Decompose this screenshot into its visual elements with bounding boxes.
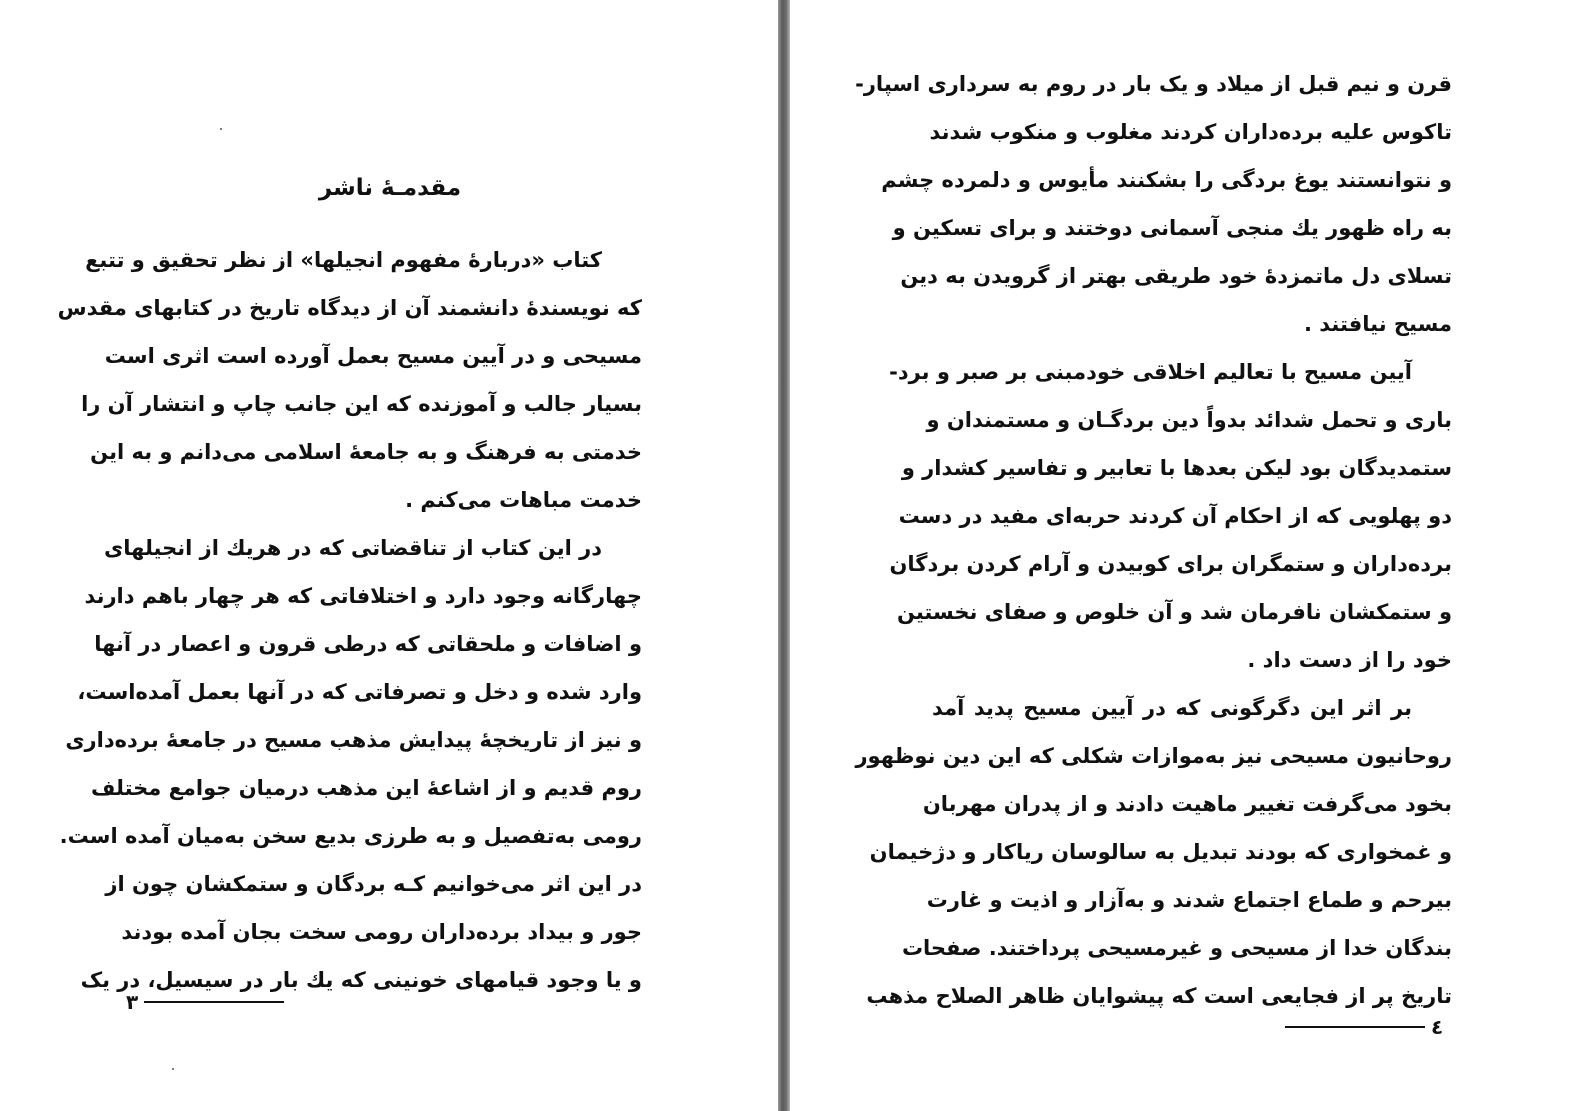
text-line: جور و بیداد برده‌داران رومی سخت بجان آمده بودند [121,920,642,944]
text-line: برده‌داران و ستمگران برای کوبیدن و آرام کردن بردگان [889,552,1452,576]
page-number: ٤ [1431,1015,1444,1039]
text-line: به راه ظهور یك منجی آسمانی دوختند و برای تسکین و [892,216,1452,240]
text-line: قرن و نیم قبل از میلاد و یک بار در روم به سرداری اسپار- [855,72,1452,96]
publisher-preface-heading: مقدمـهٔ ناشر [318,175,462,201]
text-line: کتاب «دربارهٔ مفهوم انجیلها» از نظر تحقیق و تتبع [85,248,602,272]
text-line: خدمت مباهات می‌کنم . [405,488,642,512]
text-line: دو پهلویی که از احکام آن کردند حربه‌ای مفید در دست [898,504,1452,528]
page-number-right [1285,1015,1443,1039]
text-line: بخود می‌گرفت تغییر ماهیت دادند و از پدران مهربان [922,792,1452,816]
text-line: چهارگانه وجود دارد و اختلافاتی که هر چهار باهم دارند [84,584,642,608]
text-line: باری و تحمل شدائد بدواً دین بردگـان و مستمندان و [926,408,1452,432]
book-gutter [778,0,790,1111]
right-page [790,0,1588,1111]
text-line: و نتوانستند یوغ بردگی را بشکنند مأیوس و دلمرده چشم [881,168,1452,192]
page-number-rule [144,1001,284,1003]
text-line: و ستمکشان نافرمان شد و آن خلوص و صفای نخستین [896,600,1452,624]
left-page-text [57,236,642,1004]
left-page [0,0,778,1111]
page-number-rule [1285,1026,1425,1028]
scan-speck [172,1068,174,1070]
text-line: که نویسندهٔ دانشمند آن از دیدگاه تاریخ در کتابهای مقدس [57,296,642,320]
text-line: و غمخواری که بودند تبدیل به سالوسان ریاکار و دژخیمان [869,840,1452,864]
text-line: روحانیون مسیحی نیز به‌موازات شکلی که این دین نوظهور [855,744,1452,768]
text-line: و اضافات و ملحقاتی که درطی قرون و اعصار در آنها [94,632,642,656]
text-line: بیرحم و طماع اجتماع شدند و به‌آزار و اذیت و غارت [926,888,1452,912]
text-line: ستمدیدگان بود لیکن بعدها با تعابیر و تفاسیر کشدار و [901,456,1452,480]
text-line: مسیح نیافتند . [1303,312,1452,336]
text-line: وارد شده و دخل و تصرفاتی که در آنها بعمل آمده‌است، [77,680,642,704]
text-line: و نیز از تاریخچهٔ پیدایش مذهب مسیح در جامعهٔ برده‌داری [65,728,642,752]
text-line: رومی به‌تفصیل و به طرزی بدیع سخن به‌میان آمده است. [59,824,642,848]
text-line: آیین مسیح با تعالیم اخلاقی خودمبنی بر صبر و برد- [889,360,1412,384]
text-line: مسیحی و در آیین مسیح بعمل آورده است اثری است [104,344,642,368]
text-line: تسلای دل ماتمزدهٔ خود طریقی بهتر از گرویدن به دین [900,264,1452,288]
page-number-left [126,990,284,1014]
text-line: در این اثر می‌خوانیم کـه بردگان و ستمکشان چون از [105,872,642,896]
page-number: ۳ [126,990,139,1014]
text-line: تاکوس علیه برده‌داران کردند مغلوب و منکوب شدند [929,120,1452,144]
text-line: و یا وجود قیامهای خونینی که یك بار در سیسیل، در یک [80,968,642,992]
text-line: خدمتی به فرهنگ و به جامعهٔ اسلامی می‌دانم و به این [90,440,642,464]
text-line: بر اثر این دگرگونی که در آیین مسیح پدید آمد [932,696,1412,720]
text-line: تاریخ پر از فجایعی است که پیشوایان ظاهر الصلاح مذهب [866,984,1452,1008]
text-line: خود را از دست داد . [1247,648,1452,672]
text-line: در این کتاب از تناقضاتی که در هریك از انجیلهای [103,536,602,560]
text-line: بندگان خدا از مسیحی و غیرمسیحی پرداختند. صفحات [901,936,1452,960]
scan-speck [220,128,222,130]
right-page-text [855,60,1452,1020]
text-line: بسیار جالب و آموزنده که این جانب چاپ و انتشار آن را [81,392,642,416]
text-line: روم قدیم و از اشاعهٔ این مذهب درمیان جوامع مختلف [90,776,642,800]
